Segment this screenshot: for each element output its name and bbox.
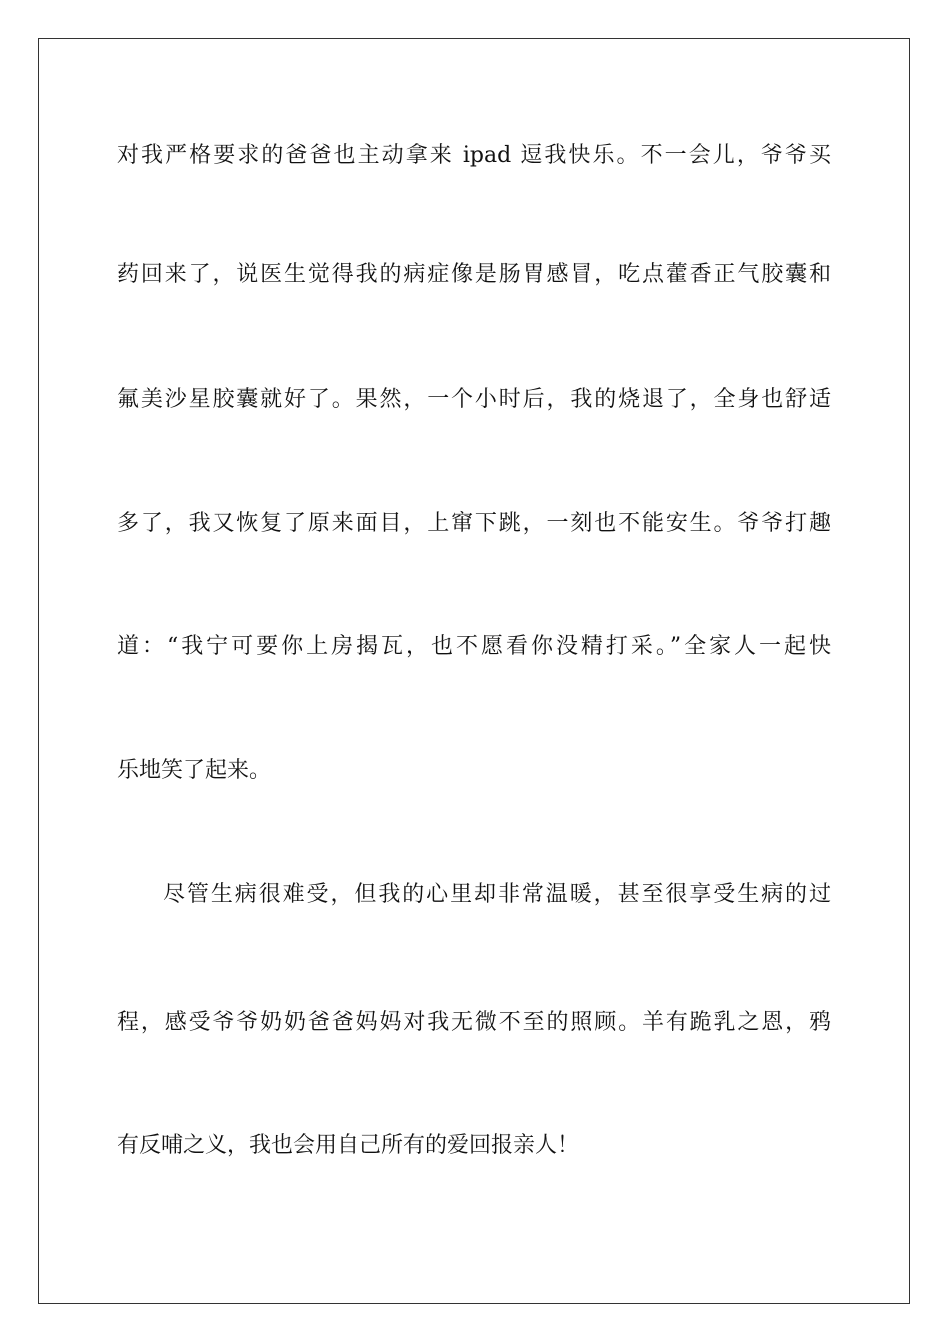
paragraph-line-3: 氟美沙星胶囊就好了。果然，一个小时后，我的烧退了，全身也舒适 (117, 387, 831, 412)
paragraph-line-6: 乐地笑了起来。 (117, 758, 272, 783)
paragraph-line-2: 药回来了，说医生觉得我的病症像是肠胃感冒，吃点藿香正气胶囊和 (117, 262, 831, 287)
paragraph-line-9: 有反哺之义，我也会用自己所有的爱回报亲人！ (117, 1133, 580, 1158)
paragraph-line-5: 道：“我宁可要你上房揭瓦，也不愿看你没精打采。”全家人一起快 (117, 634, 831, 659)
paragraph-line-4: 多了，我又恢复了原来面目，上窜下跳，一刻也不能安生。爷爷打趣 (117, 511, 831, 536)
paragraph-line-8: 程，感受爷爷奶奶爸爸妈妈对我无微不至的照顾。羊有跪乳之恩，鸦 (117, 1010, 831, 1035)
paragraph-line-1: 对我严格要求的爸爸也主动拿来 ipad 逗我快乐。不一会儿，爷爷买 (117, 143, 831, 168)
page-border (38, 38, 910, 1304)
paragraph-line-7: 尽管生病很难受，但我的心里却非常温暖，甚至很享受生病的过 (163, 882, 831, 907)
